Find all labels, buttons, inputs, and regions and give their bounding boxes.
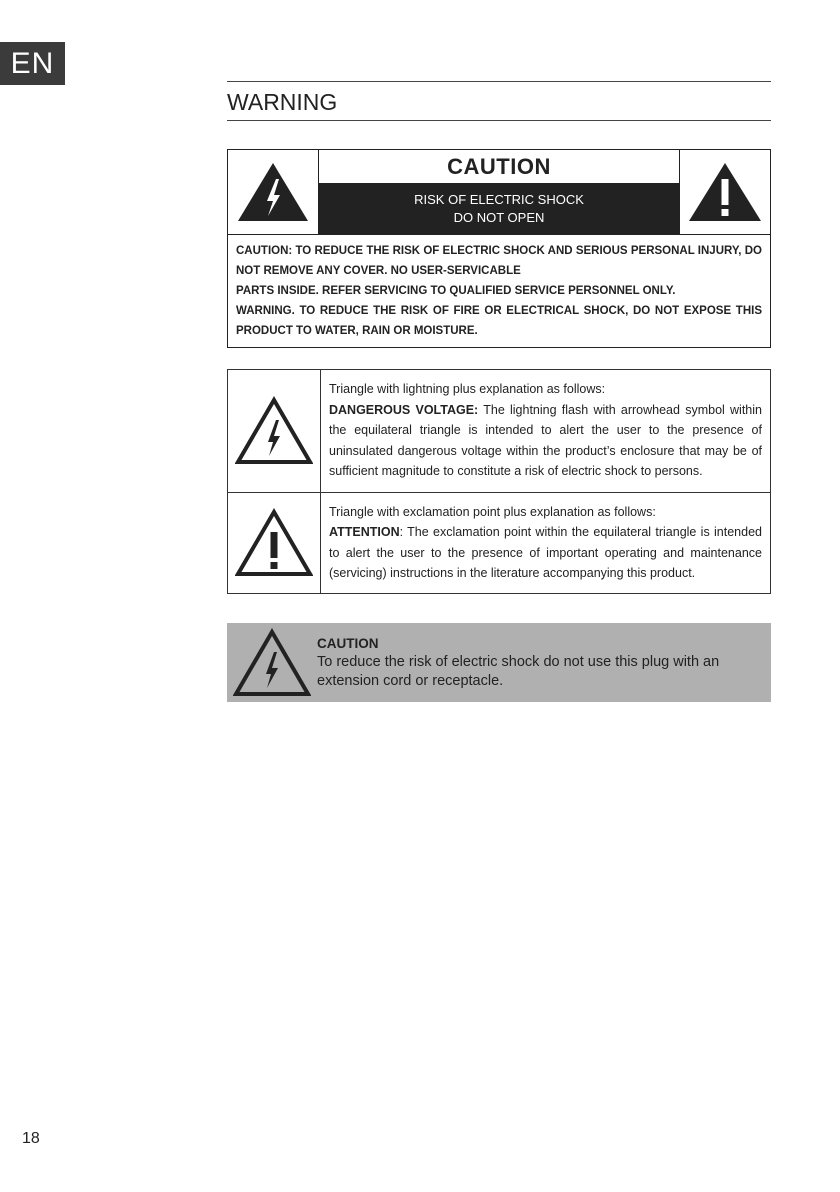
section-heading: WARNING — [227, 81, 771, 121]
plug-caution-title: CAUTION — [317, 636, 379, 651]
band-line-1: RISK OF ELECTRIC SHOCK — [414, 192, 584, 207]
shock-risk-band — [319, 183, 679, 234]
symbol-text: : The exclamation point within the equilateral triangle is intended to alert the user to the presence of important operating and maintenance (servicing) instructions in the literature accompanying this product. — [329, 525, 762, 580]
symbol-label: DANGEROUS VOLTAGE: — [329, 402, 479, 417]
exclamation-triangle-icon — [679, 150, 770, 234]
caution-label-box — [227, 149, 771, 348]
band-line-2: DO NOT OPEN — [453, 210, 545, 225]
lightning-triangle-icon — [227, 623, 317, 702]
symbol-explanation — [329, 400, 762, 482]
plug-caution-text-block — [317, 623, 757, 691]
caution-text-line-2: PARTS INSIDE. REFER SERVICING TO QUALIFIED SERVICE PERSONNEL ONLY. — [236, 285, 676, 297]
symbol-explanation-table — [227, 369, 771, 594]
symbol-explanation — [329, 522, 762, 584]
caution-title: CAUTION — [447, 154, 551, 179]
symbol-description — [321, 370, 771, 493]
exclamation-triangle-icon — [235, 508, 313, 578]
table-row — [228, 493, 771, 594]
lightning-triangle-icon — [235, 396, 313, 466]
caution-label-center — [319, 150, 679, 234]
table-row — [228, 370, 771, 493]
symbol-description — [321, 493, 771, 594]
caution-text-line-1: CAUTION: TO REDUCE THE RISK OF ELECTRIC SHOCK AND SERIOUS PERSONAL INJURY, DO NOT REMOVE ANY COVER. NO USER-SERVICABLE — [236, 245, 762, 277]
symbol-intro: Triangle with exclamation point plus explanation as follows: — [329, 504, 656, 519]
symbol-text: The lightning flash with arrowhead symbol within the equilateral triangle is intended to alert the user to the presence of uninsulated dangerous voltage within the product’s enclosure that may be of sufficient magnitude to constitute a risk of electric shock to persons. — [329, 402, 762, 479]
lightning-triangle-icon — [228, 150, 319, 234]
caution-text-line-3: WARNING. TO REDUCE THE RISK OF FIRE OR ELECTRICAL SHOCK, DO NOT EXPOSE THIS PRODUCT TO WATER, RAIN OR MOISTURE. — [236, 305, 762, 337]
symbol-intro: Triangle with lightning plus explanation as follows: — [329, 382, 606, 397]
caution-label-header — [228, 150, 770, 235]
caution-warning-text — [228, 235, 770, 347]
warning-section — [227, 81, 771, 702]
page-number: 18 — [22, 1130, 40, 1147]
plug-caution-text: To reduce the risk of electric shock do not use this plug with an extension cord or receptacle. — [317, 654, 720, 689]
symbol-icon-cell — [228, 493, 321, 594]
symbol-icon-cell — [228, 370, 321, 493]
language-tab: EN — [0, 42, 65, 85]
symbol-label: ATTENTION — [329, 525, 400, 539]
plug-caution-note — [227, 623, 771, 702]
